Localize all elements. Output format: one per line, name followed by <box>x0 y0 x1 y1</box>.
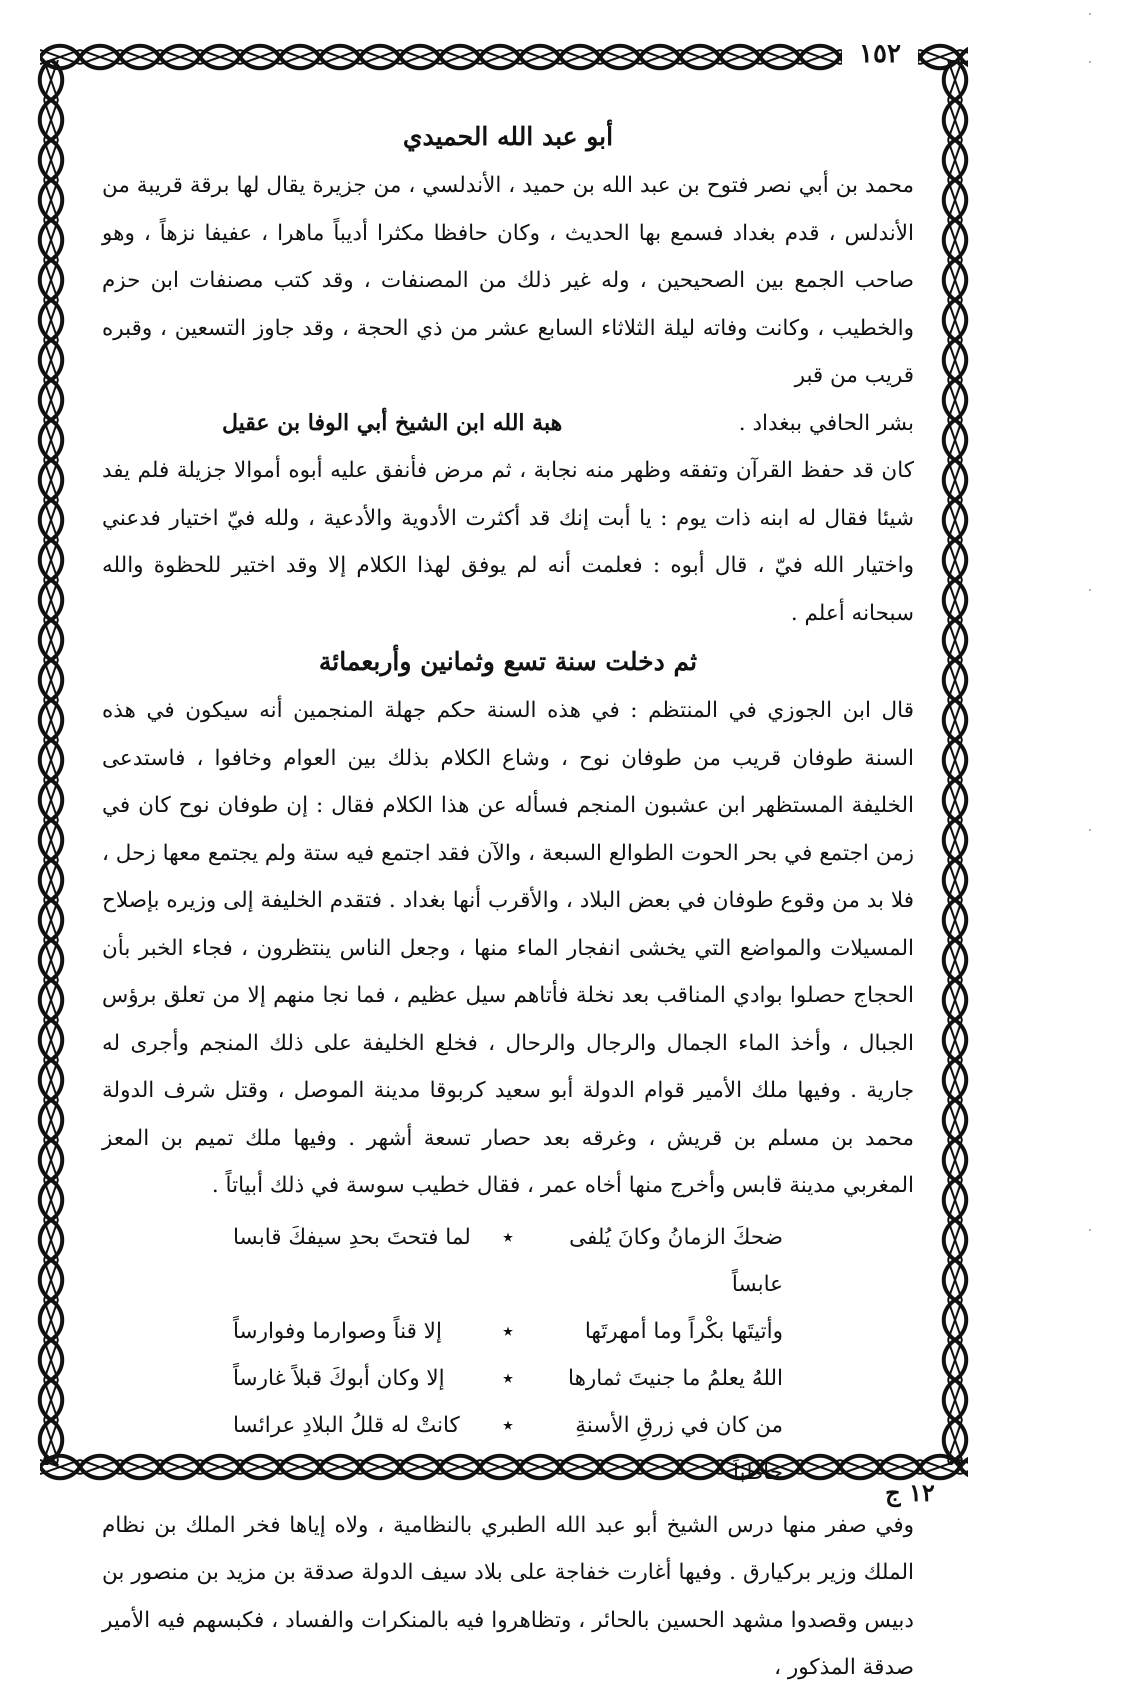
volume-marker: ١٢ ج <box>885 1478 935 1507</box>
section-title-year-489: ثم دخلت سنة تسع وثمانين وأربعمائة <box>318 647 698 676</box>
margin-scan-dots <box>1086 0 1094 1580</box>
verse-second-hemistich: لما فتحتَ بحدِ سيفكَ قابسا <box>233 1224 471 1250</box>
paragraph-year-489: قال ابن الجوزي في المنتظم : في هذه السنة حكم جهلة المنجمين أنه سيكون في هذه السنة طوفان قريب من طوفان نوح ، وشاع الكلام بذلك بين العوام وخافوا ، فاستدعى الخليفة المستظهر ابن عشبون المنجم فسأله عن هذا الكلام فقال : إن طوفان نوح كان في زمن اجتمع في بحر الحوت الطوالع السبعة ، والآن فقد اجتمع فيه ستة ولم يجتمع معها زحل ، فلا بد من وقوع طوفان في بعض البلاد ، والأقرب أنها بغداد . فتقدم الخليفة إلى وزيره بإصلاح المسيلات والمواضع التي يخشى انفجار الماء منها ، وجعل الناس ينتظرون ، فجاء الخبر بأن الحجاج حصلوا بوادي المناقب بعد نخلة فأتاهم سيل عظيم ، فما نجا منهم إلا من تعلق برؤس الجبال ، وأخذ الماء الجمال والرجال والرحال ، فخلع الخليفة على ذلك المنجم وأجرى له جارية . وفيها ملك الأمير قوام الدولة أبو سعيد كربوقا مدينة الموصل ، وقتل شرف الدولة محمد بن مسلم بن قريش ، وغرقه بعد حصار تسعة أشهر . وفيها ملك تميم بن المعز المغربي مدينة قابس وأخرج منها أخاه عمر ، فقال خطيب سوسة في ذلك أبياتاً . <box>102 698 914 1198</box>
section-title-humaydi: أبو عبد الله الحميدي <box>402 122 614 151</box>
left-ornamental-border <box>34 60 68 1465</box>
poem-verse <box>102 1308 914 1355</box>
verse-first-hemistich: وأتيتَها بكْراً وما أمهرتَها <box>584 1318 783 1344</box>
verse-second-hemistich: إلا قناً وصوارما وفوارساً <box>233 1318 442 1344</box>
verse-separator-star: ٭ <box>502 1412 514 1438</box>
poem-verse <box>102 1214 914 1308</box>
top-ornamental-border <box>40 40 968 74</box>
paragraph-closing: وفي صفر منها درس الشيخ أبو عبد الله الطبري بالنظامية ، ولاه إياها فخر الملك بن نظام الملك وزير بركيارق . وفيها أغارت خفاجة على بلاد سيف الدولة صدقة بن مزيد بن منصور بن دبيس وقصدوا مشهد الحسين بالحائر ، وتظاهروا فيه بالمنكرات والفساد ، فكبسهم فيه الأمير صدقة المذكور ، <box>102 1512 914 1680</box>
paragraph-hibatullah: كان قد حفظ القرآن وتفقه وظهر منه نجابة ، ثم مرض فأنفق عليه أبوه أموالا جزيلة فلم يفد شيئا فقال له ابنه ذات يوم : يا أبت إنك قد أكثرت الأدوية والأدعية ، ولله فيّ اختيار فدعني واختيار الله فيّ ، قال أبوه : فعلمت أنه لم يوفق لهذا الكلام إلا وقد اختير للحظوة والله سبحانه أعلم . <box>102 458 914 626</box>
verse-separator-star: ٭ <box>502 1318 514 1344</box>
title-row-hibatullah <box>102 400 914 448</box>
poem-verse <box>102 1355 914 1402</box>
right-ornamental-border <box>938 60 972 1465</box>
verse-first-hemistich: ضحكَ الزمانُ وكانَ يُلفى عابساً <box>569 1224 783 1297</box>
page-number: ١٥٢ <box>842 36 918 72</box>
verse-first-hemistich: اللهُ يعلمُ ما جنيتَ ثمارها <box>568 1365 783 1391</box>
verse-separator-star: ٭ <box>502 1224 514 1250</box>
poem <box>102 1214 914 1496</box>
verse-second-hemistich: إلا وكان أبوكَ قبلاً غارساً <box>233 1365 445 1391</box>
verse-separator-star: ٭ <box>502 1365 514 1391</box>
paragraph-humaydi: محمد بن أبي نصر فتوح بن عبد الله بن حميد ، الأندلسي ، من جزيرة يقال لها برقة قريبة من الأندلس ، قدم بغداد فسمع بها الحديث ، وكان حافظا مكثرا أديباً ماهرا ، عفيفا نزهاً ، وهو صاحب الجمع بين الصحيحين ، وله غير ذلك من المصنفات ، وقد كتب مصنفات ابن حزم والخطيب ، وكانت وفاته ليلة الثلاثاء السابع عشر من ذي الحجة ، وقد جاوز التسعين ، وقبره قريب من قبر <box>102 173 914 388</box>
poem-verse <box>102 1402 914 1496</box>
section-title-hibatullah: هبة الله ابن الشيخ أبي الوفا بن عقيل <box>222 409 563 436</box>
verse-second-hemistich: كانتْ له قللُ البلادِ عرائسا <box>233 1412 460 1438</box>
verse-first-hemistich: من كان في زرقِ الأسنةِ خاطباً <box>575 1412 783 1485</box>
paragraph-humaydi-end: بشر الحافي ببغداد . <box>738 410 914 436</box>
